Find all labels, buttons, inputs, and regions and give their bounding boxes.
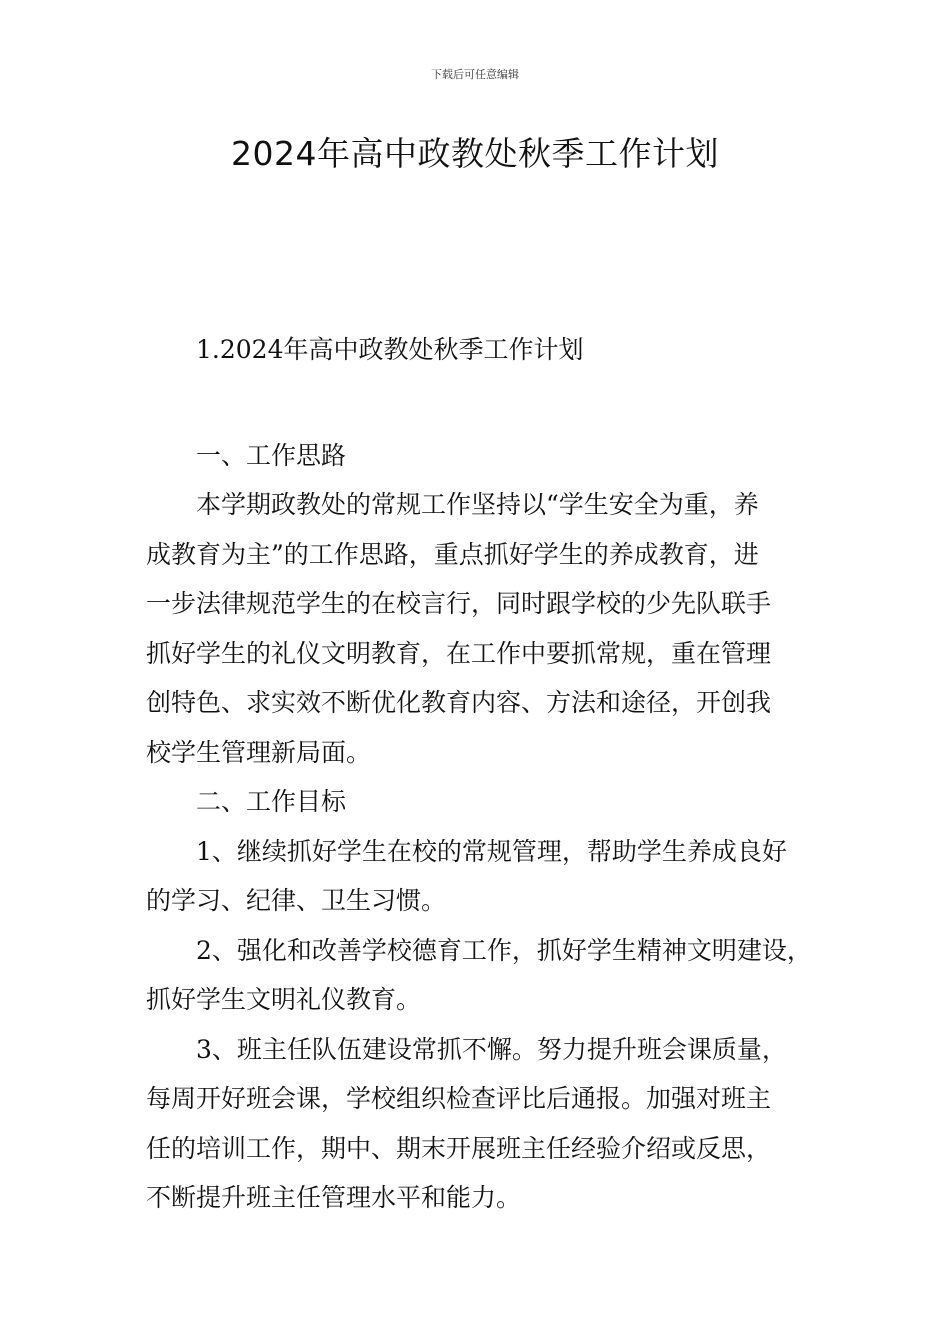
section-heading-work-ideas: 一、工作思路 bbox=[196, 440, 347, 470]
goal-item-line: 抓好学生文明礼仪教育。 bbox=[146, 985, 422, 1014]
paragraph-line: 本学期政教处的常规工作坚持以“学生安全为重，养 bbox=[196, 490, 759, 519]
toc-item: 1.2024年高中政教处秋季工作计划 bbox=[196, 335, 584, 364]
paragraph-line: 校学生管理新局面。 bbox=[146, 737, 372, 767]
goal-item-line: 任的培训工作，期中、期末开展班主任经验介绍或反思， bbox=[146, 1133, 772, 1163]
paragraph-line: 创特色、求实效不断优化教育内容、方法和途径，开创我 bbox=[146, 688, 772, 717]
goal-item-line: 的学习、纪律、卫生习惯。 bbox=[146, 886, 447, 915]
goal-item-line: 不断提升班主任管理水平和能力。 bbox=[146, 1183, 522, 1212]
paragraph-line: 一步法律规范学生的在校言行，同时跟学校的少先队联手 bbox=[146, 589, 772, 618]
document-body bbox=[146, 325, 830, 1223]
spacer bbox=[146, 375, 830, 431]
paragraph-line: 抓好学生的礼仪文明教育，在工作中要抓常规，重在管理 bbox=[146, 638, 772, 668]
paragraph-line: 成教育为主”的工作思路，重点抓好学生的养成教育，进 bbox=[146, 539, 759, 569]
page-header-note: 下载后可任意编辑 bbox=[431, 68, 519, 81]
goal-item-line: 3、班主任队伍建设常抓不懈。努力提升班会课质量， bbox=[196, 1034, 787, 1064]
section-heading-work-goals: 二、工作目标 bbox=[196, 787, 347, 816]
goal-item-line: 1、继续抓好学生在校的常规管理，帮助学生养成良好 bbox=[196, 836, 787, 866]
document-title: 2024年高中政教处秋季工作计划 bbox=[231, 134, 719, 173]
goal-item-line: 2、强化和改善学校德育工作，抓好学生精神文明建设， bbox=[196, 935, 812, 965]
goal-item-line: 每周开好班会课，学校组织检查评比后通报。加强对班主 bbox=[146, 1084, 772, 1113]
